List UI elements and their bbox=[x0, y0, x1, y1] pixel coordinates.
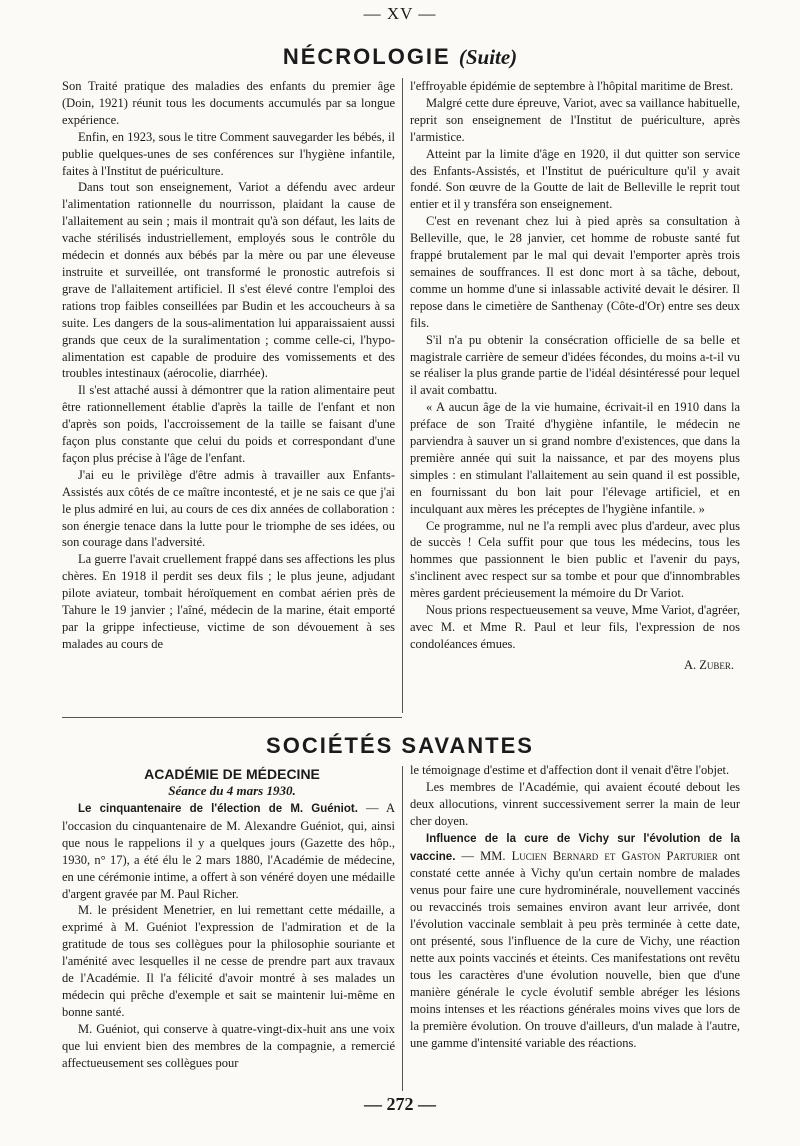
paragraph: Malgré cette dure épreuve, Variot, avec sa vaillance habituelle, reprit son enseignement de l'Institut de puériculture, après l'armistice. bbox=[410, 95, 740, 144]
page-number: — 272 — bbox=[364, 1094, 436, 1114]
article-runin-title: Le cinquantenaire de l'élection de M. Guéniot. bbox=[78, 803, 358, 815]
paragraph: Les membres de l'Académie, qui avaient écouté debout les deux allocutions, vinrent successivement serrer la main de leur cher doyen. bbox=[410, 779, 740, 828]
paragraph: S'il n'a pu obtenir la consécration officielle de sa belle et magistrale carrière de semeur d'idées fécondes, du moins a-t-il vu se réaliser la plus grande partie de l'idéal désintéressé pour lequel il avait combattu. bbox=[410, 332, 740, 398]
article-authors: — MM. Lucien Bernard et Gaston Parturier bbox=[461, 848, 718, 863]
column-divider bbox=[402, 766, 403, 1091]
paragraph: Dans tout son enseignement, Variot a défendu avec ardeur l'alimentation rationnelle du nourrisson, plaidant la cause de l'allaitement au sein ; mais il montrait qu'à son défaut, les laits de vache stérilisés industriellement, employés sous le contrôle du médecin et donnés aux bébés par la mère ou par une éleveuse instruite et surveillée, ont transformé le pronostic autrefois si grave de l'allaitement artificiel. Il s'est élevé contre l'emploi des rations trop faibles conseillées par Budin et les accoucheurs à sa suite. Les dangers de la sous-alimentation lui apparaissaient aussi grands que ceux de la suralimentation ; comme celle-ci, l'hypo-alimentation est capable de produire des vomissements et des troubles intestinaux (aérocolie, diarrhée). bbox=[62, 180, 395, 381]
section-rule bbox=[62, 717, 402, 718]
societes-left-column bbox=[62, 800, 395, 1095]
paragraph bbox=[410, 830, 740, 1052]
column-divider bbox=[402, 78, 403, 713]
paragraph: M. le président Menetrier, en lui remettant cette médaille, a exprimé à M. Guéniot l'expression de l'admiration et de la gratitude de tous ses collègues pour la philosophie souriante et l'aménité avec lesquelles il ne cesse de prendre part aux travaux de l'Académie. Il l'a félicité d'avoir montré à ses malades un médecin qui prêche d'exemple et sait se maintenir lui-même en bonne santé. bbox=[62, 903, 395, 1019]
paragraph: Nous prions respectueusement sa veuve, Mme Variot, d'agréer, avec M. et Mme R. Paul et leur fils, l'expression de nos condoléances émues. bbox=[410, 603, 740, 651]
societes-heading: SOCIÉTÉS SAVANTES bbox=[266, 733, 534, 758]
paragraph-text: — A l'occasion du cinquantenaire de M. Alexandre Guéniot, qui, ainsi que nous le rappelions il y a quelques jours (Gazette des hôp., 1930, n° 17), a été élu le 2 mars 1880, l'Académie de médecine, en une cérémonie intime, a offert à son vénéré doyen une médaille d'argent gravée par M. Paul Richer. bbox=[62, 801, 395, 901]
societes-right-column bbox=[410, 762, 740, 1095]
paragraph: J'ai eu le privilège d'être admis à travailler aux Enfants-Assistés aux côtés de ce maître incontesté, et je ne sais ce que j'ai le plus admiré en lui, au cours de ces dix années de collaboration : son énergie tenace dans la lutte pour le triomphe de ses idées, ou son courage dans l'adversité. bbox=[62, 467, 395, 550]
paragraph: « A aucun âge de la vie humaine, écrivait-il en 1910 dans la préface de son Traité d'hygiène infantile, le médecin ne parviendra à sauver un si grand nombre d'existences, que dans la première année qui suit la naissance, et par des moyens plus simples : en stimulant l'allaitement au sein quand il est possible, en fournissant du bon lait pour l'élevage artificiel, et en inculquant aux mères les préceptes de l'hygiène infantile. » bbox=[410, 400, 740, 516]
paragraph: Atteint par la limite d'âge en 1920, il dut quitter son service des Enfants-Assistés, et l'Institut de puériculture qu'il y avait fondé. Son œuvre de la Goutte de lait de Belleville le reprit tout entier et il y transféra son enseignement. bbox=[410, 146, 740, 212]
seance-date: Séance du 4 mars 1930. bbox=[168, 783, 296, 798]
paragraph: Enfin, en 1923, sous le titre Comment sauvegarder les bébés, il publie quelques-unes de ses conférences sur l'hygiène infantile, faites à l'Institut de puériculture. bbox=[62, 129, 395, 178]
paragraph bbox=[62, 800, 395, 902]
paragraph: l'effroyable épidémie de septembre à l'hôpital maritime de Brest. bbox=[410, 79, 734, 93]
necrologie-left-column bbox=[62, 78, 395, 718]
paragraph: C'est en revenant chez lui à pied après sa consultation à Belleville, que, le 28 janvier, cet homme de robuste santé fut frappé brutalement par le mal qui devait l'emporter après trois semaines de souffrances. Il est donc mort à sa tâche, debout, comme un homme d'une si inlassable activité devait le désirer. Il repose dans le cimetière de Santhenay (Côte-d'Or) entre ses deux fils. bbox=[410, 214, 740, 330]
academie-heading: ACADÉMIE DE MÉDECINE bbox=[144, 766, 320, 782]
roman-page-number: — XV — bbox=[363, 4, 437, 23]
necrologie-title: NÉCROLOGIE bbox=[282, 44, 451, 69]
necrologie-right-column bbox=[410, 78, 740, 718]
paragraph-text: ont constaté cette année à Vichy qu'un certain nombre de malades venus pour faire une cure hydrominérale, nouvellement vaccinés ou revaccinés trois semaines environ avant leur arrivée, dont l'évolution vaccinale semblait à peu près terminée à cette date, ont présenté, sous l'influence de la cure de Vichy, une réaction nette aux points vaccinés et éteints. Ces manifestations ont revêtu tous les caractères d'une évolution nouvelle, bien que d'une manière générale le cycle évolutif semble abréger les lésions moins intenses et les réactions générales moins vives que lors de la première évolution. On trouve d'ailleurs, d'un malade à l'autre, une gamme d'intensité variable des réactions. bbox=[410, 848, 740, 1050]
necrologie-heading bbox=[0, 44, 800, 70]
paragraph: Il s'est attaché aussi à démontrer que la ration alimentaire peut être rationnellement établie d'après la taille de l'enfant et non d'après son poids, l'accroissement de la taille se faisant d'une façon plus constante que celui du poids et correspondant d'une façon plus précise à l'âge de l'enfant. bbox=[62, 383, 395, 465]
paragraph: le témoignage d'estime et d'affection dont il venait d'être l'objet. bbox=[410, 763, 730, 777]
author-signature: A. Zuber. bbox=[683, 657, 734, 672]
paragraph: La guerre l'avait cruellement frappé dans ses affections les plus chères. En 1918 il perdit ses deux fils ; le plus jeune, adjudant pilote aviateur, tombait héroïquement en combat aérien près de Tahure le 19 janvier ; l'aîné, médecin de la marine, était emporté par la grippe infectieuse, victime de son dévouement à ses malades au cours de bbox=[62, 552, 395, 651]
paragraph: Son Traité pratique des maladies des enfants du premier âge (Doin, 1921) réunit tous les documents accumulés par sa longue expérience. bbox=[62, 79, 395, 127]
paragraph: M. Guéniot, qui conserve à quatre-vingt-dix-huit ans une voix que lui envient bien des membres de la compagnie, a remercié affectueusement ses collègues pour bbox=[62, 1021, 395, 1070]
paragraph: Ce programme, nul ne l'a rempli avec plus d'ardeur, avec plus de succès ! Cela suffit pour que tous les médecins, tous les hommes que passionnent le bien public et l'avenir du pays, s'inclinent avec respect sur sa tombe et pour que d'innombrables mères gardent précieusement la mémoire du Dr Variot. bbox=[410, 518, 740, 601]
necrologie-suffix: (Suite) bbox=[458, 45, 518, 69]
article-runin-title: Influence de la cure de Vichy sur l'évolution de la vaccine. bbox=[410, 832, 740, 863]
